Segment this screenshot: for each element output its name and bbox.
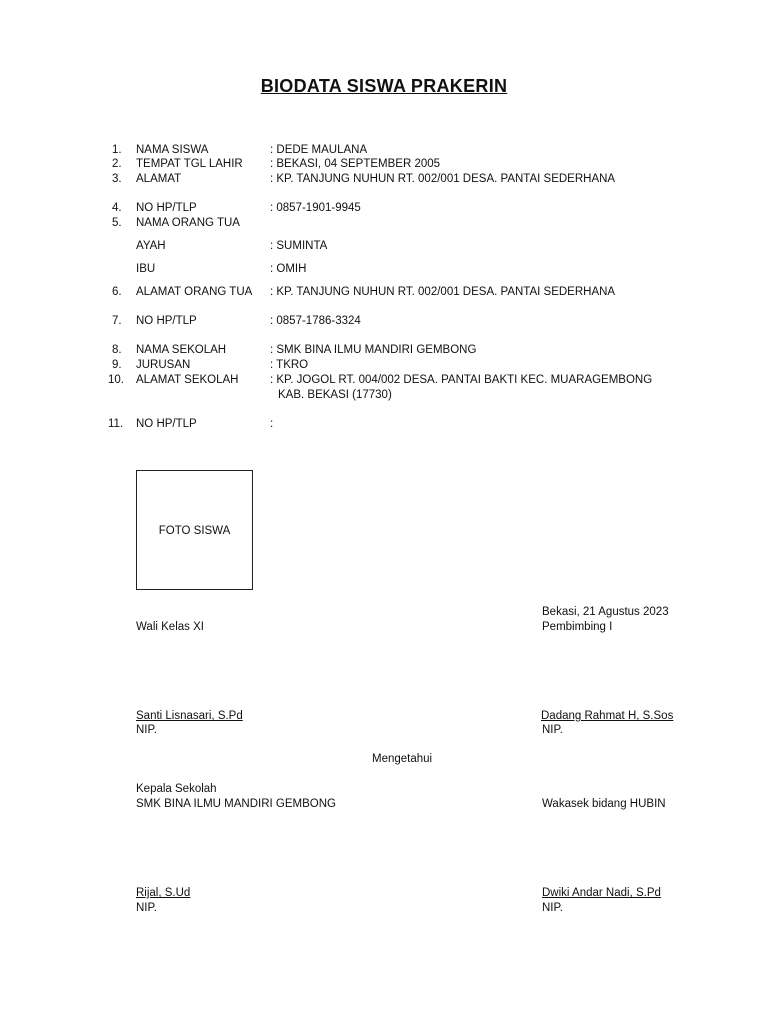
item-label: NO HP/TLP xyxy=(136,315,197,327)
item-value: : KP. JOGOL RT. 004/002 DESA. PANTAI BAKTI KEC. MUARAGEMBONG xyxy=(270,374,653,386)
item-label: NAMA SISWA xyxy=(136,144,209,156)
item-number: 11. xyxy=(108,418,124,430)
wakasek-role: Wakasek bidang HUBIN xyxy=(542,798,666,810)
item-value: : DEDE MAULANA xyxy=(270,144,368,156)
item-label: AYAH xyxy=(136,240,166,252)
item-value: : xyxy=(270,418,274,430)
mengetahui-label: Mengetahui xyxy=(372,753,433,765)
item-number: 5. xyxy=(112,217,122,229)
item-value: : 0857-1786-3324 xyxy=(270,315,361,327)
item-label: JURUSAN xyxy=(136,359,191,371)
item-number: 7. xyxy=(112,315,122,327)
item-number: 10. xyxy=(108,374,124,386)
wakasek-name: Dwiki Andar Nadi, S.Pd xyxy=(542,887,661,899)
wali-kelas-role: Wali Kelas XI xyxy=(136,621,204,633)
pembimbing-nip: NIP. xyxy=(542,724,563,736)
item-value: : SMK BINA ILMU MANDIRI GEMBONG xyxy=(270,344,477,356)
item-value: : 0857-1901-9945 xyxy=(270,202,361,214)
item-value-line2: KAB. BEKASI (17730) xyxy=(278,389,392,401)
item-value: : TKRO xyxy=(270,359,309,371)
pembimbing-name: Dadang Rahmat H, S.Sos xyxy=(541,710,674,722)
kepala-sekolah-nip: NIP. xyxy=(136,902,157,914)
item-number: 2. xyxy=(112,158,122,170)
item-label: NO HP/TLP xyxy=(136,418,197,430)
item-label: IBU xyxy=(136,263,156,275)
item-number: 4. xyxy=(112,202,122,214)
kepala-sekolah-role: Kepala Sekolah xyxy=(136,783,217,795)
place-date: Bekasi, 21 Agustus 2023 xyxy=(542,606,669,618)
document-title: BIODATA SISWA PRAKERIN xyxy=(260,76,508,96)
kepala-sekolah-school: SMK BINA ILMU MANDIRI GEMBONG xyxy=(136,798,336,810)
item-label: NAMA SEKOLAH xyxy=(136,344,227,356)
item-label: NO HP/TLP xyxy=(136,202,197,214)
item-label: ALAMAT ORANG TUA xyxy=(136,286,253,298)
item-number: 6. xyxy=(112,286,122,298)
item-label: ALAMAT SEKOLAH xyxy=(136,374,239,386)
pembimbing-role: Pembimbing I xyxy=(542,621,613,633)
item-value: : BEKASI, 04 SEPTEMBER 2005 xyxy=(270,158,441,170)
item-number: 9. xyxy=(112,359,122,371)
photo-label: FOTO SISWA xyxy=(158,525,231,537)
item-value: : KP. TANJUNG NUHUN RT. 002/001 DESA. PANTAI SEDERHANA xyxy=(270,286,616,298)
item-label: TEMPAT TGL LAHIR xyxy=(136,158,243,170)
item-number: 1. xyxy=(112,144,122,156)
photo-box xyxy=(136,470,253,590)
item-number: 3. xyxy=(112,173,122,185)
kepala-sekolah-name: Rijal, S.Ud xyxy=(136,887,191,899)
wakasek-nip: NIP. xyxy=(542,902,563,914)
item-number: 8. xyxy=(112,344,122,356)
item-value: : OMIH xyxy=(270,263,307,275)
item-value: : KP. TANJUNG NUHUN RT. 002/001 DESA. PANTAI SEDERHANA xyxy=(270,173,616,185)
item-value: : SUMINTA xyxy=(270,240,328,252)
item-label: NAMA ORANG TUA xyxy=(136,217,240,229)
wali-kelas-name: Santi Lisnasari, S.Pd xyxy=(136,710,243,722)
wali-kelas-nip: NIP. xyxy=(136,724,157,736)
item-label: ALAMAT xyxy=(136,173,182,185)
